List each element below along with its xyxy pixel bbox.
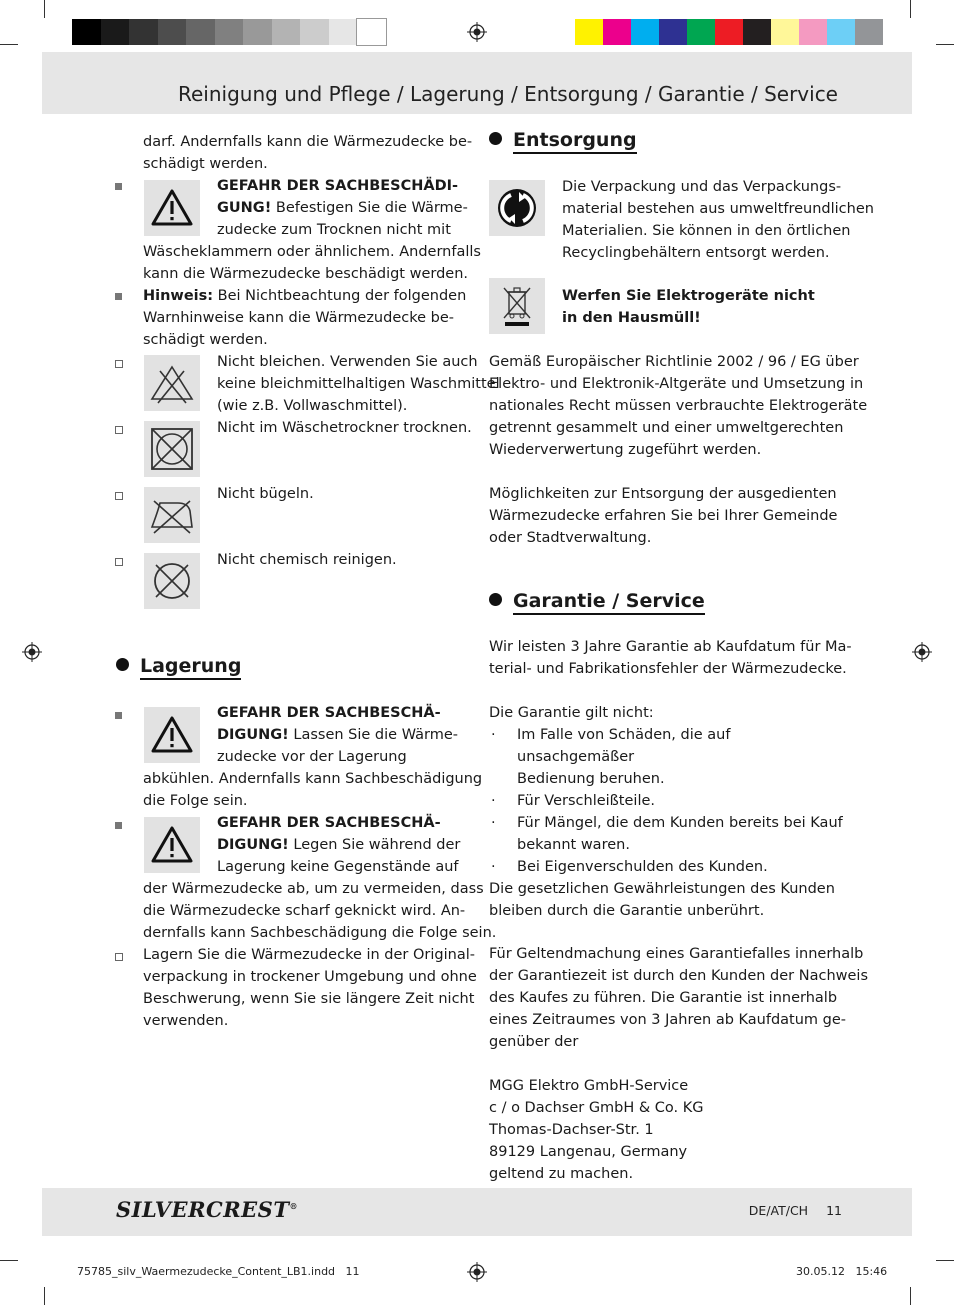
storage-instruction-text: Lagern Sie die Wärmezudecke in der Original- verpackung in trockener Umgebung und ohne Beschwerung, wenn Sie sie längere Zeit nicht verwenden. — [143, 947, 477, 1029]
warranty-exclusions-list — [489, 724, 849, 878]
gray-swatch — [272, 19, 301, 45]
bullet-square-open — [115, 558, 123, 566]
page-header — [42, 52, 912, 114]
no-tumble-dry-icon — [144, 421, 200, 477]
list-item: · Für Verschleißteile. — [491, 793, 656, 809]
page-footer — [42, 1188, 912, 1236]
packaging-disposal-text: Die Verpackung und das Verpackungs- material bestehen aus umweltfreundlichen Materialien. Sie können in den örtlichen Recyclingbehältern entsorgt werden. — [562, 179, 874, 261]
crop-mark — [936, 1260, 954, 1261]
heading-bullet — [116, 658, 129, 671]
color-swatch — [603, 19, 631, 45]
color-swatch — [771, 19, 799, 45]
weee-crossed-bin-icon — [489, 278, 545, 334]
gray-swatch — [101, 19, 130, 45]
warning-icon — [144, 707, 200, 763]
gray-swatch — [300, 19, 329, 45]
intro-text: darf. Andernfalls kann die Wärmezudecke be- schädigt werden. — [143, 134, 473, 172]
gray-swatch — [129, 19, 158, 45]
gray-swatch — [72, 19, 101, 45]
gray-swatch — [329, 19, 358, 45]
color-swatch — [575, 19, 603, 45]
gray-swatch — [158, 19, 187, 45]
statutory-rights-text: Die gesetzlichen Gewährleistungen des Kunden bleiben durch die Garantie unberührt. — [489, 881, 835, 919]
care-text-no-bleach: Nicht bleichen. Verwenden Sie auch keine bleichmittelhaltigen Waschmittel (wie z.B. Vollwaschmittel). — [217, 354, 500, 414]
warning-text: GEFAHR DER SACHBESCHÄ- DIGUNG! Lassen Sie die Wärme- zudecke vor der Lagerung — [217, 705, 458, 765]
color-swatch — [827, 19, 855, 45]
weee-warning-text: Werfen Sie Elektrogeräte nicht in den Hausmüll! — [562, 288, 815, 326]
warning-text-continued: abkühlen. Andernfalls kann Sachbeschädigung die Folge sein. — [143, 771, 483, 809]
page-title: Reinigung und Pflege / Lagerung / Entsorgung / Garantie / Service — [178, 82, 838, 106]
color-swatch — [743, 19, 771, 45]
disposal-options-text: Möglichkeiten zur Entsorgung der ausgedienten Wärmezudecke erfahren Sie bei Ihrer Gemeinde oder Stadtverwaltung. — [489, 486, 838, 546]
warranty-not-valid-label: Die Garantie gilt nicht: — [489, 705, 654, 721]
bullet-square — [115, 822, 122, 829]
bullet-square — [115, 183, 122, 190]
service-address: MGG Elektro GmbH-Service c / o Dachser GmbH & Co. KG Thomas-Dachser-Str. 1 89129 Langenau, Germany geltend zu machen. — [489, 1078, 704, 1182]
silvercrest-logo: SILVERCREST® — [116, 1197, 298, 1222]
bullet-square-open — [115, 953, 123, 961]
crop-mark — [0, 1260, 18, 1261]
crop-mark — [44, 1287, 45, 1305]
crop-mark — [910, 1287, 911, 1305]
gray-swatch — [243, 19, 272, 45]
bullet-square-open — [115, 360, 123, 368]
crop-mark — [936, 44, 954, 45]
print-slug-date: 30.05.12 15:46 — [796, 1265, 888, 1278]
warning-text-continued: der Wärmezudecke ab, um zu vermeiden, dass die Wärmezudecke scharf geknickt wird. An- dernfalls kann Sachbeschädigung die Folge sein. — [143, 881, 497, 941]
warning-text: GEFAHR DER SACHBESCHÄ- DIGUNG! Legen Sie während der Lagerung keine Gegenstände auf — [217, 815, 461, 875]
crop-mark — [0, 44, 18, 45]
registration-mark-icon — [467, 1262, 487, 1282]
bullet-square — [115, 712, 122, 719]
care-text-no-iron: Nicht bügeln. — [217, 486, 314, 502]
heading-bullet — [489, 593, 502, 606]
registration-mark-icon — [22, 642, 42, 662]
warning-text: GEFAHR DER SACHBESCHÄDI- GUNG! Befestigen Sie die Wärme- zudecke zum Trocknen nicht mit — [217, 178, 468, 238]
gray-swatch — [357, 19, 386, 45]
print-slug-filename: 75785_silv_Waermezudecke_Content_LB1.indd 11 — [77, 1265, 360, 1278]
no-iron-icon — [144, 487, 200, 543]
color-swatch — [631, 19, 659, 45]
warning-icon — [144, 180, 200, 236]
registration-mark-icon — [467, 22, 487, 42]
bullet-square-open — [115, 426, 123, 434]
care-text-no-dry-clean: Nicht chemisch reinigen. — [217, 552, 397, 568]
section-heading-lagerung: Lagerung — [116, 655, 241, 677]
no-dry-clean-icon — [144, 553, 200, 609]
bullet-square-open — [115, 492, 123, 500]
color-swatch — [715, 19, 743, 45]
list-item: · Im Falle von Schäden, die auf unsachgemäßer Bedienung beruhen. — [491, 727, 731, 787]
note-text: Hinweis: Bei Nichtbeachtung der folgenden Warnhinweise kann die Wärmezudecke be- schädigt werden. — [143, 288, 467, 348]
warning-text-continued: Wäscheklammern oder ähnlichem. Andernfalls kann die Wärmezudecke beschädigt werden. — [143, 244, 481, 282]
gray-swatch — [215, 19, 244, 45]
section-heading-entsorgung: Entsorgung — [489, 129, 637, 151]
crop-mark — [44, 0, 45, 18]
warranty-intro-text: Wir leisten 3 Jahre Garantie ab Kaufdatum für Ma- terial- und Fabrikationsfehler der Wärmezudecke. — [489, 639, 852, 677]
green-dot-recycling-icon — [489, 180, 545, 236]
registration-mark-icon — [912, 642, 932, 662]
color-swatch — [855, 19, 883, 45]
gray-swatch — [186, 19, 215, 45]
color-swatch — [687, 19, 715, 45]
warranty-claim-text: Für Geltendmachung eines Garantiefalles innerhalb der Garantiezeit ist durch den Kunden der Nachweis des Kaufes zu führen. Die Garantie ist innerhalb eines Zeitraumes von 3 Jahren ab Kaufdatum ge- genüber der — [489, 946, 868, 1050]
section-heading-garantie-service: Garantie / Service — [489, 590, 705, 612]
bullet-square — [115, 293, 122, 300]
color-swatch — [659, 19, 687, 45]
care-text-no-tumble-dry: Nicht im Wäschetrockner trocknen. — [217, 420, 472, 436]
heading-bullet — [489, 132, 502, 145]
list-item: · Für Mängel, die dem Kunden bereits bei Kauf bekannt waren. — [491, 815, 843, 853]
crop-mark — [910, 0, 911, 18]
list-item: · Bei Eigenverschulden des Kunden. — [491, 859, 768, 875]
no-bleach-icon — [144, 355, 200, 411]
directive-text: Gemäß Europäischer Richtlinie 2002 / 96 / EG über Elektro- und Elektronik-Altgeräte und Umsetzung in nationales Recht müssen verbrauchte Elektrogeräte getrennt gesammelt und einer umweltgerechten Wiederverwertung zugeführt werden. — [489, 354, 868, 458]
warning-icon — [144, 817, 200, 873]
color-swatch — [799, 19, 827, 45]
page-locale-and-number: DE/AT/CH 11 — [748, 1203, 842, 1218]
